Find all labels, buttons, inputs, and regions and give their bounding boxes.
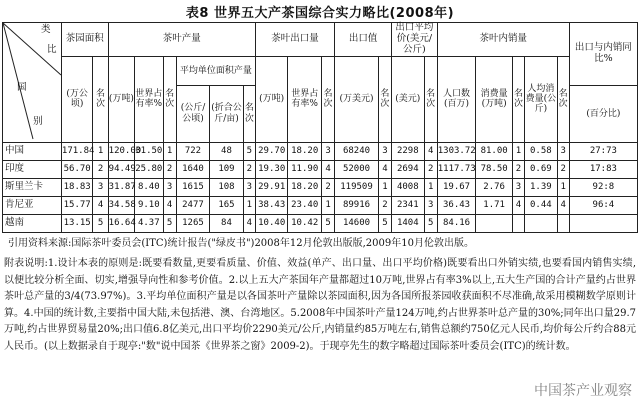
- cell-yield-mu: 108: [210, 178, 244, 196]
- cell-exp-rank: 3: [321, 142, 334, 160]
- cell-country: 肯尼亚: [3, 196, 62, 214]
- sub-exp-share: 世界占有率%: [288, 56, 322, 142]
- cell-price: 2298: [392, 142, 425, 160]
- sub-price-rank: 名次: [424, 56, 437, 142]
- cell-area: 56.70: [61, 160, 92, 178]
- cell-ratio: 92:8: [569, 178, 637, 196]
- cell-yield-mu: 48: [210, 142, 244, 160]
- sub-area-rank: 名次: [93, 56, 108, 142]
- header-output: 茶叶产量: [108, 23, 255, 57]
- cell-exp-share: 18.20: [288, 142, 322, 160]
- cell-yield-kg: 1615: [176, 178, 210, 196]
- cell-pc: 0.44: [525, 196, 558, 214]
- header-value: 出口值: [335, 23, 392, 57]
- cell-exp-share: 18.20: [288, 178, 322, 196]
- cell-val-rank: 5: [378, 214, 391, 232]
- cell-out-rank: 2: [163, 160, 176, 178]
- cell-out: 120.00: [108, 142, 134, 160]
- sub-share: 世界占有率%: [135, 56, 163, 142]
- cell-exp-rank: 2: [321, 178, 334, 196]
- cell-pc: [525, 214, 558, 232]
- cell-cons-rank: 2: [512, 160, 524, 178]
- cell-cons-rank: 4: [512, 196, 524, 214]
- cell-cons: 2.76: [476, 178, 513, 196]
- cell-price: 2694: [392, 160, 425, 178]
- cell-area-rank: 4: [93, 196, 108, 214]
- cell-cons-rank: 3: [512, 178, 524, 196]
- sub-cons-rank: 名次: [512, 56, 524, 142]
- cell-out-rank: 5: [163, 214, 176, 232]
- cell-cons: 81.00: [476, 142, 513, 160]
- cell-price-rank: 2: [424, 160, 437, 178]
- cell-cons: [476, 214, 513, 232]
- cell-price-rank: 1: [424, 178, 437, 196]
- cell-country: 印度: [3, 160, 62, 178]
- sub-per-capita: 人均消费量(公斤): [525, 56, 558, 142]
- cell-share: 9.10: [135, 196, 163, 214]
- cell-cons: 78.50: [476, 160, 513, 178]
- cell-price-rank: 4: [424, 142, 437, 160]
- cell-yield-rank: 5: [243, 142, 255, 160]
- cell-area: 171.84: [61, 142, 92, 160]
- cell-ratio: [569, 214, 637, 232]
- cell-yield-rank: 2: [243, 160, 255, 178]
- sub-pc-rank: 名次: [557, 56, 569, 142]
- header-ratio: 出口与内销同比%: [569, 23, 637, 86]
- cell-yield-mu: 109: [210, 160, 244, 178]
- cell-out: 34.58: [108, 196, 134, 214]
- cell-val-rank: 2: [378, 196, 391, 214]
- table-row: [3, 178, 638, 196]
- cell-yield-kg: 1640: [176, 160, 210, 178]
- sub-out-rank: 名次: [163, 56, 176, 142]
- corner-label-left2: 别: [33, 116, 43, 127]
- corner-label-top: 类: [41, 24, 51, 35]
- cell-cons-rank: [512, 214, 524, 232]
- cell-ratio: 27:73: [569, 142, 637, 160]
- sub-exp-rank: 名次: [321, 56, 334, 142]
- cell-yield-rank: 1: [243, 196, 255, 214]
- cell-exp-share: 23.40: [288, 196, 322, 214]
- table-title: 表8 世界五大产茶国综合实力略比(2008年): [185, 6, 455, 21]
- cell-price: 1404: [392, 214, 425, 232]
- cell-exp-share: 11.90: [288, 160, 322, 178]
- sub-yield-rank: 名次: [243, 85, 255, 142]
- cell-price: 2341: [392, 196, 425, 214]
- cell-val-rank: 3: [378, 142, 391, 160]
- cell-val: 119509: [335, 178, 379, 196]
- cell-area-rank: 3: [93, 178, 108, 196]
- sub-yield-group: 平均单位面积产量: [176, 56, 255, 85]
- cell-out: 31.87: [108, 178, 134, 196]
- cell-val-rank: 4: [378, 160, 391, 178]
- sub-val-rank: 名次: [378, 56, 391, 142]
- cell-yield-rank: 4: [243, 214, 255, 232]
- cell-out-rank: 3: [163, 178, 176, 196]
- header-domestic: 茶叶内销量: [437, 23, 569, 57]
- cell-cons-rank: 1: [512, 142, 524, 160]
- notes-paragraph: 附表说明:1.设计本表的原则是:既要看数量,更要看质量、价值、效益(单产、出口量、出口平均价格)既要看出口外销实绩,也要看国内销售实绩,以便比较分析全面、切实,增强导向性和参考价值。2.以上五大产茶国年产量都超过10万吨,世界占有率3%以上,五大生产国的合计产量约占世界茶叶总产量的3/4(73.97%)。3.平均单位面积产量是以各国茶叶产量除以茶园面积,因为各国所报茶园收获面积不尽准确,故采用模糊数学原则计算。4.中国的统计数,主要指中国大陆,未包括港、澳、台湾地区。5.2008年中国茶叶产量124万吨,约占世界茶叶总产量的30%;同年出口量29.7万吨,约占世界贸易量20%;出口值6.8亿美元,出口平均价2290美元/公斤,内销量约85万吨左右,销售总额约750亿元人民币,均价每公斤约合88元人民币。(以上数据录自于现亭:"数"说中国茶《世界茶之窗》2009-2)。于现亭先生的数字略超过国际茶叶委员会(ITC)的统计数。: [4, 258, 636, 352]
- sub-price-unit: (美元): [392, 56, 425, 142]
- cell-country: 中国: [3, 142, 62, 160]
- cell-out-rank: 4: [163, 196, 176, 214]
- cell-exp: 29.91: [255, 178, 288, 196]
- cell-area-rank: 5: [93, 214, 108, 232]
- cell-pc-rank: 4: [557, 196, 569, 214]
- diagonal-lines: [3, 23, 61, 139]
- sub-pct: (百分比): [569, 85, 637, 142]
- sub-yield-kg: (公斤/公顷): [176, 85, 210, 142]
- table-row: [3, 142, 638, 160]
- corner-header: [3, 23, 62, 143]
- cell-pc-rank: 3: [557, 142, 569, 160]
- cell-area: 15.77: [61, 196, 92, 214]
- watermark-text: 中国茶产业观察: [534, 383, 632, 399]
- cell-area: 18.83: [61, 178, 92, 196]
- sub-val-unit: (万美元): [335, 56, 379, 142]
- cell-yield-kg: 2477: [176, 196, 210, 214]
- cell-val: 89916: [335, 196, 379, 214]
- cell-out-rank: 1: [163, 142, 176, 160]
- cell-country: 越南: [3, 214, 62, 232]
- cell-area: 13.15: [61, 214, 92, 232]
- header-avg-price: 出口平均价(美元/公斤): [392, 23, 438, 57]
- cell-pop: 19.67: [437, 178, 476, 196]
- table-row: [3, 160, 638, 178]
- cell-pc: 1.39: [525, 178, 558, 196]
- cell-pop: 1117.73: [437, 160, 476, 178]
- cell-exp: 10.40: [255, 214, 288, 232]
- cell-yield-mu: 165: [210, 196, 244, 214]
- cell-pop: 84.16: [437, 214, 476, 232]
- notes-block: [4, 256, 636, 355]
- table-body: [3, 142, 638, 232]
- sub-out-unit: (万吨): [108, 56, 134, 142]
- cell-yield-kg: 722: [176, 142, 210, 160]
- cell-area-rank: 1: [93, 142, 108, 160]
- cell-exp-rank: 4: [321, 160, 334, 178]
- cell-pc: 0.69: [525, 160, 558, 178]
- cell-share: 4.37: [135, 214, 163, 232]
- cell-out: 94.49: [108, 160, 134, 178]
- source-line: 引用资料来源:国际茶叶委员会(ITC)统计报告("绿皮书")2008年12月伦敦出版版,2009年10月伦敦出版。: [8, 238, 474, 249]
- cell-share: 31.50: [135, 142, 163, 160]
- cell-yield-rank: 3: [243, 178, 255, 196]
- corner-label-top2: 比: [47, 44, 57, 55]
- table-row: [3, 196, 638, 214]
- cell-val: 52000: [335, 160, 379, 178]
- header-export: 茶叶出口量: [255, 23, 334, 57]
- table-row: [3, 214, 638, 232]
- cell-val-rank: 1: [378, 178, 391, 196]
- sub-exp-unit: (万吨): [255, 56, 288, 142]
- cell-exp-rank: 1: [321, 196, 334, 214]
- cell-country: 斯里兰卡: [3, 178, 62, 196]
- cell-pc-rank: 2: [557, 160, 569, 178]
- sub-area-unit: (万公顷): [61, 56, 92, 142]
- cell-share: 8.40: [135, 178, 163, 196]
- cell-cons: 1.71: [476, 196, 513, 214]
- header-area: 茶园面积: [61, 23, 108, 57]
- cell-pc: 0.58: [525, 142, 558, 160]
- cell-exp: 38.43: [255, 196, 288, 214]
- cell-pc-rank: 1: [557, 178, 569, 196]
- cell-price: 4008: [392, 178, 425, 196]
- cell-exp-rank: 5: [321, 214, 334, 232]
- cell-yield-mu: 84: [210, 214, 244, 232]
- cell-price-rank: 5: [424, 214, 437, 232]
- cell-share: 25.80: [135, 160, 163, 178]
- cell-area-rank: 2: [93, 160, 108, 178]
- cell-pop: 36.43: [437, 196, 476, 214]
- cell-pop: 1303.72: [437, 142, 476, 160]
- cell-val: 68240: [335, 142, 379, 160]
- corner-label-left: 国: [17, 82, 27, 93]
- sub-consume: 消费量(万吨): [476, 56, 513, 142]
- sub-pop: 人口数(百万): [437, 56, 476, 142]
- cell-yield-kg: 1265: [176, 214, 210, 232]
- cell-price-rank: 3: [424, 196, 437, 214]
- data-table: [2, 22, 638, 233]
- cell-ratio: 96:4: [569, 196, 637, 214]
- cell-exp: 29.70: [255, 142, 288, 160]
- cell-out: 16.64: [108, 214, 134, 232]
- cell-exp-share: 10.42: [288, 214, 322, 232]
- cell-val: 14600: [335, 214, 379, 232]
- cell-exp: 19.30: [255, 160, 288, 178]
- cell-pc-rank: [557, 214, 569, 232]
- cell-ratio: 17:83: [569, 160, 637, 178]
- sub-yield-jin: (折合公斤/亩): [210, 85, 244, 142]
